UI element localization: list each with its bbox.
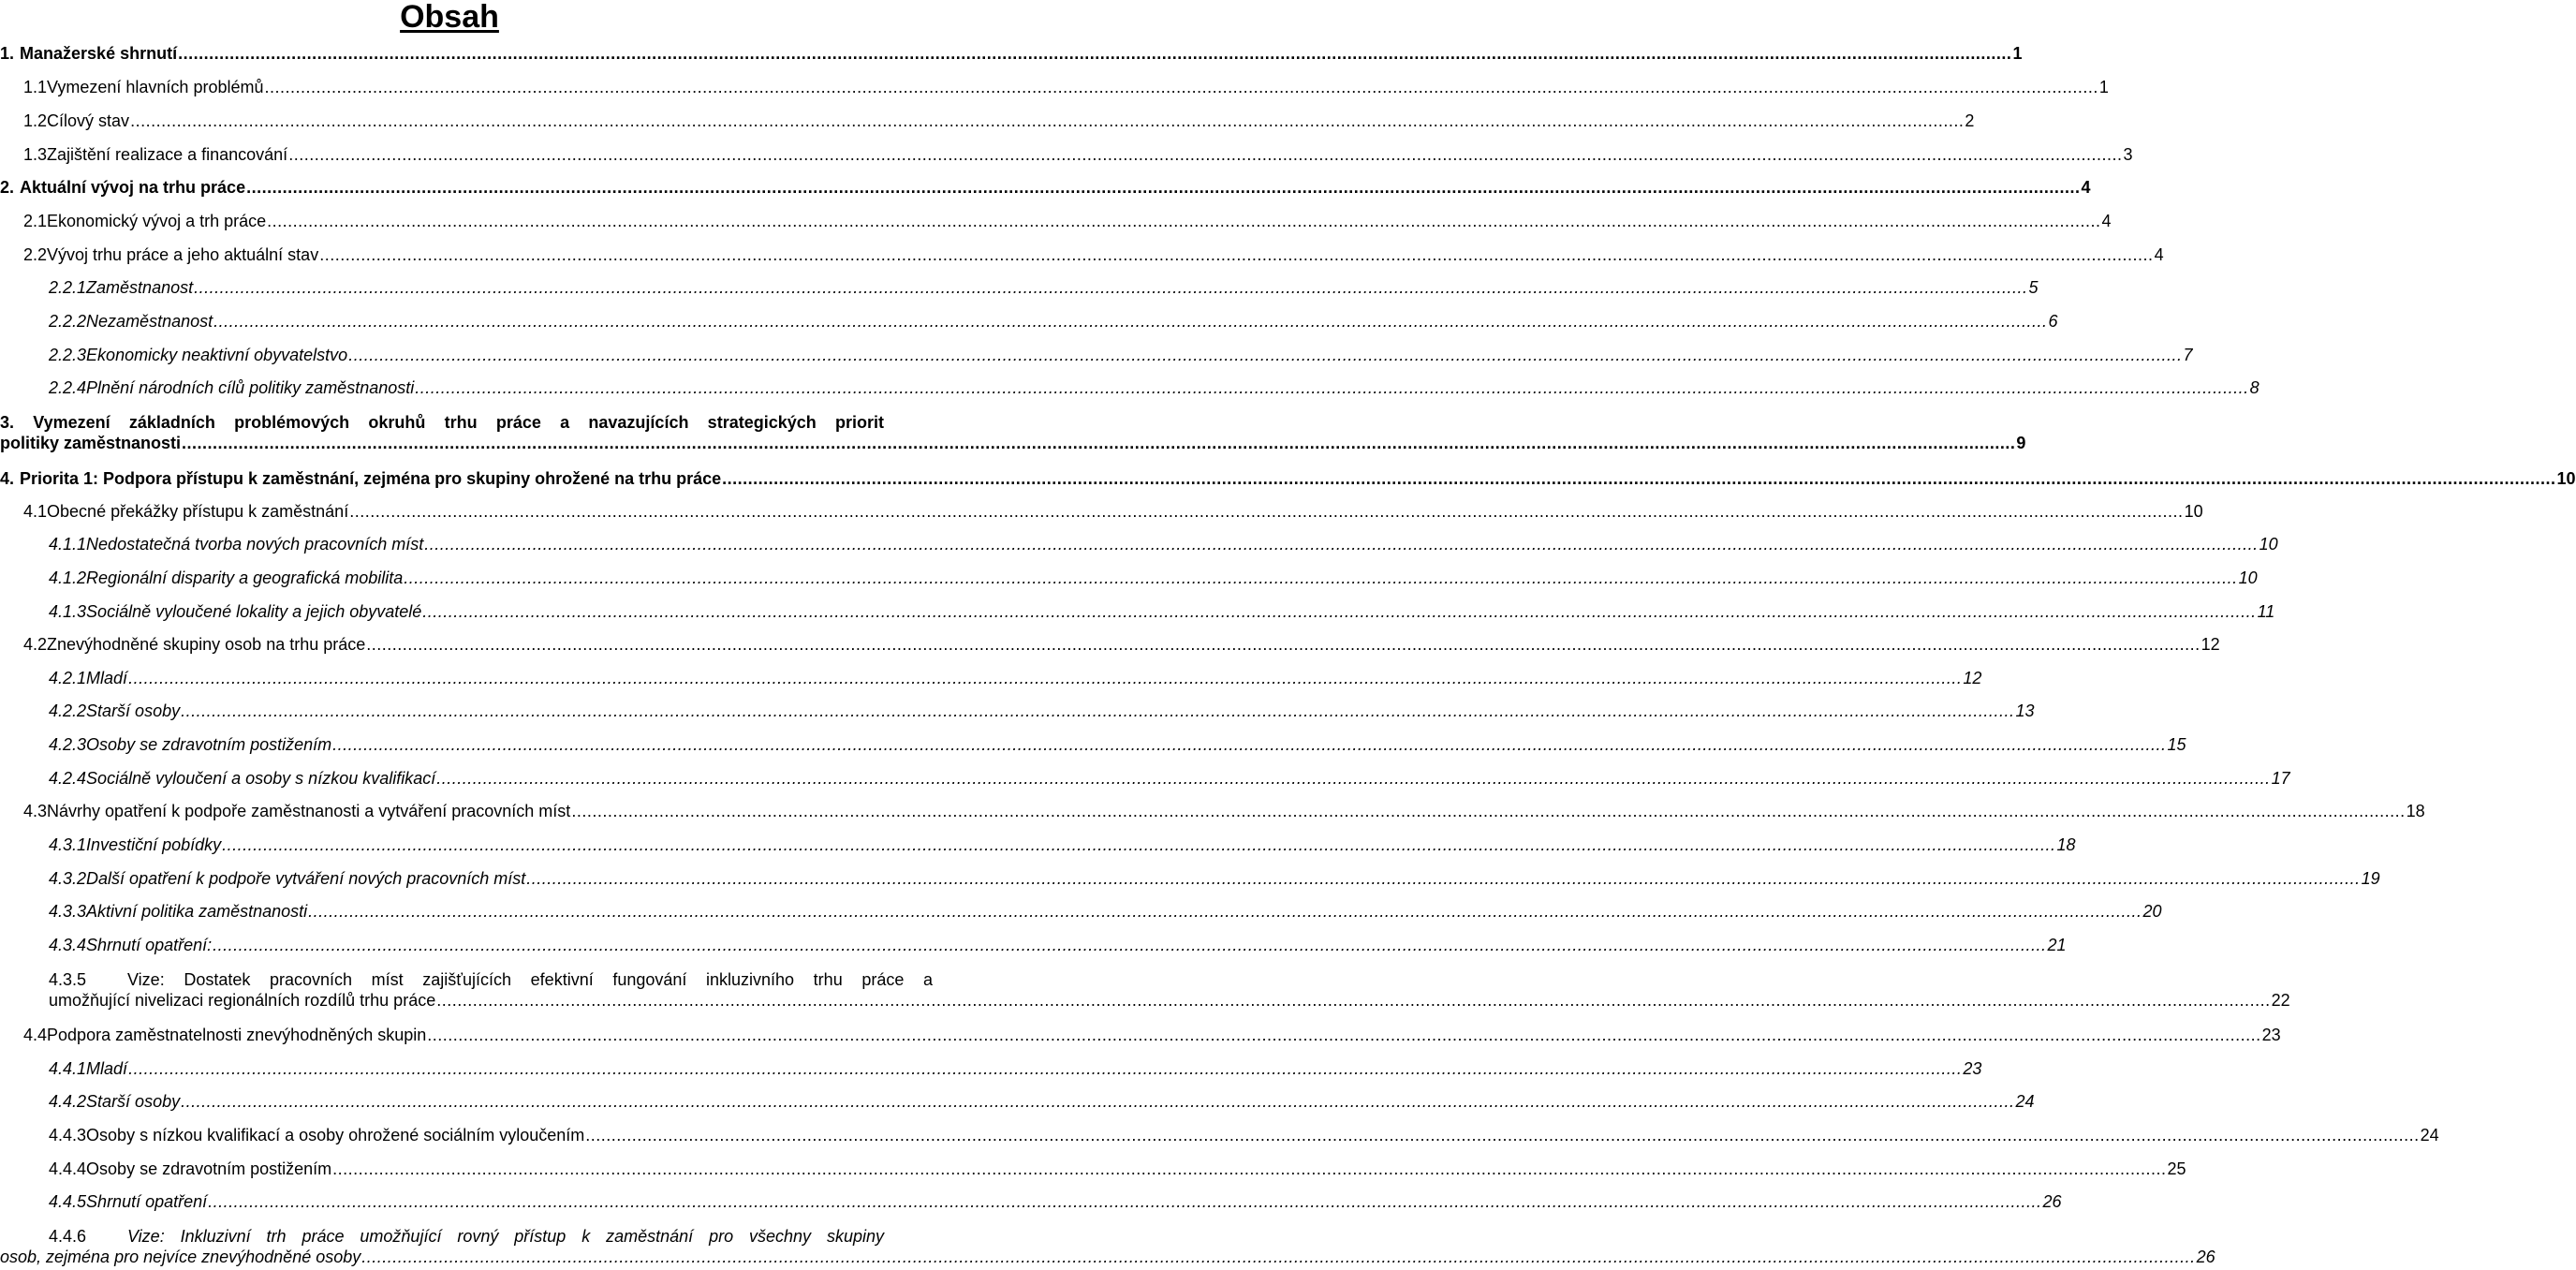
toc-entry[interactable] — [0, 901, 2162, 922]
toc-number: 4.4.1 — [49, 1059, 87, 1078]
toc-text-continued: politiky zaměstnanosti — [0, 434, 182, 452]
toc-page: 10 — [2556, 469, 2576, 488]
toc-leader — [308, 901, 2142, 922]
toc-page: 3 — [2123, 145, 2133, 164]
toc-page: 18 — [2056, 835, 2076, 854]
toc-entry[interactable] — [0, 77, 2109, 97]
toc-number: 4.4.3 — [49, 1126, 87, 1144]
toc-entry[interactable] — [0, 601, 2275, 622]
toc-page: 26 — [2042, 1192, 2062, 1211]
toc-page: 23 — [2261, 1026, 2281, 1044]
toc-page: 1 — [2012, 44, 2023, 63]
toc-entry[interactable] — [0, 501, 2203, 522]
toc-text: Aktuální vývoj na trhu práce — [20, 178, 246, 197]
toc-entry[interactable] — [0, 377, 2260, 398]
toc-page: 26 — [2196, 1248, 2215, 1266]
toc-number: 4.2.1 — [49, 669, 87, 687]
toc-leader — [194, 277, 2027, 298]
toc-page: 6 — [2048, 312, 2058, 331]
toc-leader — [436, 768, 2270, 789]
toc-page: 2 — [1965, 111, 1975, 130]
toc-leader — [366, 634, 2200, 655]
toc-number: 2. — [0, 178, 15, 197]
toc-number: 4.3.3 — [49, 902, 87, 921]
toc-text: Starší osoby — [86, 1092, 181, 1111]
toc-leader — [208, 1191, 2041, 1212]
toc-page: 12 — [2201, 635, 2220, 654]
toc-entry[interactable] — [0, 668, 1982, 688]
toc-leader — [415, 377, 2248, 398]
toc-leader — [722, 468, 2555, 489]
toc-page: 12 — [1963, 669, 1982, 687]
toc-text: Regionální disparity a geografická mobilita — [86, 569, 404, 587]
toc-number: 4.4.6 — [49, 1227, 87, 1246]
toc-text: Podpora zaměstnatelnosti znevýhodněných skupin — [47, 1026, 427, 1044]
toc-page: 10 — [2184, 502, 2203, 521]
toc-entry[interactable] — [0, 1191, 2062, 1212]
toc-leader — [319, 244, 2153, 265]
toc-number: 4. — [0, 469, 15, 488]
toc-page: 9 — [2016, 434, 2026, 452]
toc-leader — [264, 77, 2098, 97]
toc-leader — [213, 935, 2046, 955]
toc-leader — [267, 211, 2100, 231]
toc-entry[interactable] — [0, 834, 2076, 855]
toc-leader — [182, 433, 2015, 453]
toc-entry[interactable] — [0, 969, 2290, 1011]
toc-entry[interactable] — [0, 1159, 2186, 1179]
toc-page: 8 — [2249, 378, 2260, 397]
toc-number: 4.2 — [23, 635, 48, 654]
toc-number: 4.4.5 — [49, 1192, 87, 1211]
toc-page: 22 — [2271, 991, 2290, 1010]
toc-entry[interactable] — [0, 1125, 2439, 1145]
toc-leader — [128, 668, 1962, 688]
toc-leader — [130, 111, 1964, 131]
toc-number: 4.1 — [23, 502, 48, 521]
toc-number: 1.2 — [23, 111, 48, 130]
toc-number: 1.3 — [23, 145, 48, 164]
toc-text: Manažerské shrnutí — [20, 44, 178, 63]
toc-number: 2.2 — [23, 245, 48, 264]
toc-text: Plnění národních cílů politiky zaměstnanosti — [86, 378, 415, 397]
toc-entry[interactable] — [0, 43, 2023, 64]
toc-text: Návrhy opatření k podpoře zaměstnanosti a vytváření pracovních míst — [47, 802, 571, 820]
toc-text: Nezaměstnanost — [86, 312, 213, 331]
toc-page: 10 — [2259, 535, 2278, 554]
toc-page: 25 — [2167, 1159, 2186, 1178]
toc-text: Shrnutí opatření: — [86, 936, 213, 954]
page-title: Obsah — [400, 0, 499, 35]
toc-page: 17 — [2271, 769, 2290, 788]
toc-page: 4 — [2081, 178, 2091, 197]
toc-number: 4.1.1 — [49, 535, 87, 554]
toc-entry[interactable] — [0, 311, 2058, 332]
toc-text: Osoby se zdravotním postižením — [86, 1159, 332, 1178]
toc-text: Aktivní politika zaměstnanosti — [86, 902, 308, 921]
toc-text: Vymezení základních problémových okruhů trhu práce a navazujících strategických priorit — [33, 413, 884, 432]
toc-entry[interactable] — [0, 1025, 2281, 1045]
toc-text: Osoby s nízkou kvalifikací a osoby ohrožené sociálním vyloučením — [86, 1126, 585, 1144]
toc-entry[interactable] — [0, 345, 2193, 365]
toc-number: 4.4 — [23, 1026, 48, 1044]
toc-entry[interactable] — [0, 468, 2576, 489]
toc-entry[interactable] — [0, 1226, 2215, 1267]
toc-leader — [404, 568, 2237, 588]
toc-text: Shrnutí opatření — [86, 1192, 208, 1211]
toc-page: 20 — [2142, 902, 2162, 921]
toc-leader — [526, 868, 2360, 889]
toc-leader — [361, 1247, 2195, 1267]
toc-page: 10 — [2238, 569, 2258, 587]
toc-text: Cílový stav — [47, 111, 130, 130]
toc-number: 2.2.3 — [49, 346, 87, 364]
toc-text: Nedostatečná tvorba nových pracovních míst — [86, 535, 424, 554]
toc-number: 4.3.4 — [49, 936, 87, 954]
toc-page: 15 — [2167, 735, 2186, 754]
toc-page: 21 — [2047, 936, 2067, 954]
toc-number: 1.1 — [23, 78, 48, 96]
toc-entry[interactable] — [0, 935, 2067, 955]
toc-number: 4.3 — [23, 802, 48, 820]
toc-number: 3. — [0, 413, 15, 432]
toc-text-continued: osob, zejména pro nejvíce znevýhodněné osoby — [0, 1248, 361, 1266]
toc-entry[interactable] — [0, 211, 2112, 231]
toc-page: 24 — [2015, 1092, 2035, 1111]
toc-text: Ekonomicky neaktivní obyvatelstvo — [86, 346, 348, 364]
toc-text: Další opatření k podpoře vytváření nových pracovních míst — [86, 869, 526, 888]
toc-leader — [427, 1025, 2260, 1045]
toc-page: 19 — [2361, 869, 2380, 888]
toc-leader — [332, 734, 2166, 755]
toc-page: 4 — [2101, 212, 2112, 230]
toc-leader — [422, 601, 2256, 622]
toc-text: Osoby se zdravotním postižením — [86, 735, 332, 754]
toc-page: 13 — [2015, 701, 2035, 720]
toc-text: Sociálně vyloučené lokality a jejich obyvatelé — [86, 602, 422, 621]
toc-leader — [571, 801, 2405, 821]
toc-number: 4.3.2 — [49, 869, 87, 888]
toc-number: 2.2.4 — [49, 378, 87, 397]
toc-entry[interactable] — [0, 244, 2164, 265]
toc-text: Vymezení hlavních problémů — [47, 78, 264, 96]
toc-entry[interactable] — [0, 534, 2278, 554]
toc-leader — [181, 1091, 2014, 1112]
toc-number: 1. — [0, 44, 15, 63]
toc-text: Zajištění realizace a financování — [47, 145, 288, 164]
toc-entry[interactable] — [0, 111, 1975, 131]
toc-page: 11 — [2257, 602, 2275, 621]
toc-entry[interactable] — [0, 177, 2091, 198]
toc-text: Mladí — [86, 1059, 128, 1078]
toc-entry[interactable] — [0, 1091, 2035, 1112]
toc-number: 4.2.2 — [49, 701, 87, 720]
toc-text: Starší osoby — [86, 701, 181, 720]
toc-entry[interactable] — [0, 568, 2258, 588]
toc-leader — [349, 501, 2183, 522]
toc-leader — [178, 43, 2011, 64]
toc-entry[interactable] — [0, 768, 2290, 789]
toc-leader — [348, 345, 2182, 365]
toc-number: 2.2.2 — [49, 312, 87, 331]
toc-number: 4.3.5 — [49, 970, 87, 989]
toc-entry[interactable] — [0, 801, 2425, 821]
toc-leader — [222, 834, 2055, 855]
toc-number: 4.4.2 — [49, 1092, 87, 1111]
toc-text: Ekonomický vývoj a trh práce — [47, 212, 267, 230]
toc-page: 5 — [2028, 278, 2039, 297]
toc-leader — [181, 701, 2014, 721]
toc-entry[interactable] — [0, 868, 2380, 889]
toc-entry[interactable] — [0, 1058, 1982, 1079]
toc-page: 18 — [2406, 802, 2425, 820]
toc-text: Sociálně vyloučení a osoby s nízkou kvalifikací — [86, 769, 436, 788]
toc-number: 4.3.1 — [49, 835, 87, 854]
toc-entry[interactable] — [0, 412, 2026, 453]
toc-number: 2.2.1 — [49, 278, 87, 297]
toc-leader — [424, 534, 2258, 554]
toc-leader — [288, 144, 2122, 165]
toc-number: 4.1.2 — [49, 569, 87, 587]
toc-text: Priorita 1: Podpora přístupu k zaměstnání, zejména pro skupiny ohrožené na trhu práce — [20, 469, 722, 488]
toc-leader — [213, 311, 2047, 332]
toc-text: Vize: Inkluzivní trh práce umožňující rovný přístup k zaměstnání pro všechny skupiny — [127, 1227, 884, 1246]
toc-number: 4.4.4 — [49, 1159, 87, 1178]
toc-entry[interactable] — [0, 277, 2039, 298]
toc-entry[interactable] — [0, 634, 2220, 655]
toc-leader — [585, 1125, 2419, 1145]
toc-number: 4.2.3 — [49, 735, 87, 754]
toc-text-continued: umožňující nivelizaci regionálních rozdílů trhu práce — [49, 991, 436, 1010]
toc-leader — [332, 1159, 2166, 1179]
toc-text: Vývoj trhu práce a jeho aktuální stav — [47, 245, 319, 264]
toc-text: Mladí — [86, 669, 128, 687]
toc-text: Investiční pobídky — [86, 835, 222, 854]
toc-page: 23 — [1963, 1059, 1982, 1078]
toc-number: 4.1.3 — [49, 602, 87, 621]
toc-entry[interactable] — [0, 144, 2133, 165]
toc-page: 24 — [2420, 1126, 2439, 1144]
toc-text: Obecné překážky přístupu k zaměstnání — [47, 502, 349, 521]
toc-leader — [128, 1058, 1962, 1079]
toc-leader — [436, 990, 2270, 1011]
toc-page: 7 — [2183, 346, 2193, 364]
toc-text: Vize: Dostatek pracovních míst zajišťujících efektivní fungování inkluzivního trhu práce a — [127, 970, 933, 989]
toc-number: 4.2.4 — [49, 769, 87, 788]
toc-number: 2.1 — [23, 212, 48, 230]
toc-text: Znevýhodněné skupiny osob na trhu práce — [47, 635, 366, 654]
toc-entry[interactable] — [0, 701, 2035, 721]
toc-leader — [246, 177, 2080, 198]
toc-text: Zaměstnanost — [86, 278, 194, 297]
toc-page: 4 — [2154, 245, 2164, 264]
toc-page: 1 — [2098, 78, 2109, 96]
toc-entry[interactable] — [0, 734, 2186, 755]
